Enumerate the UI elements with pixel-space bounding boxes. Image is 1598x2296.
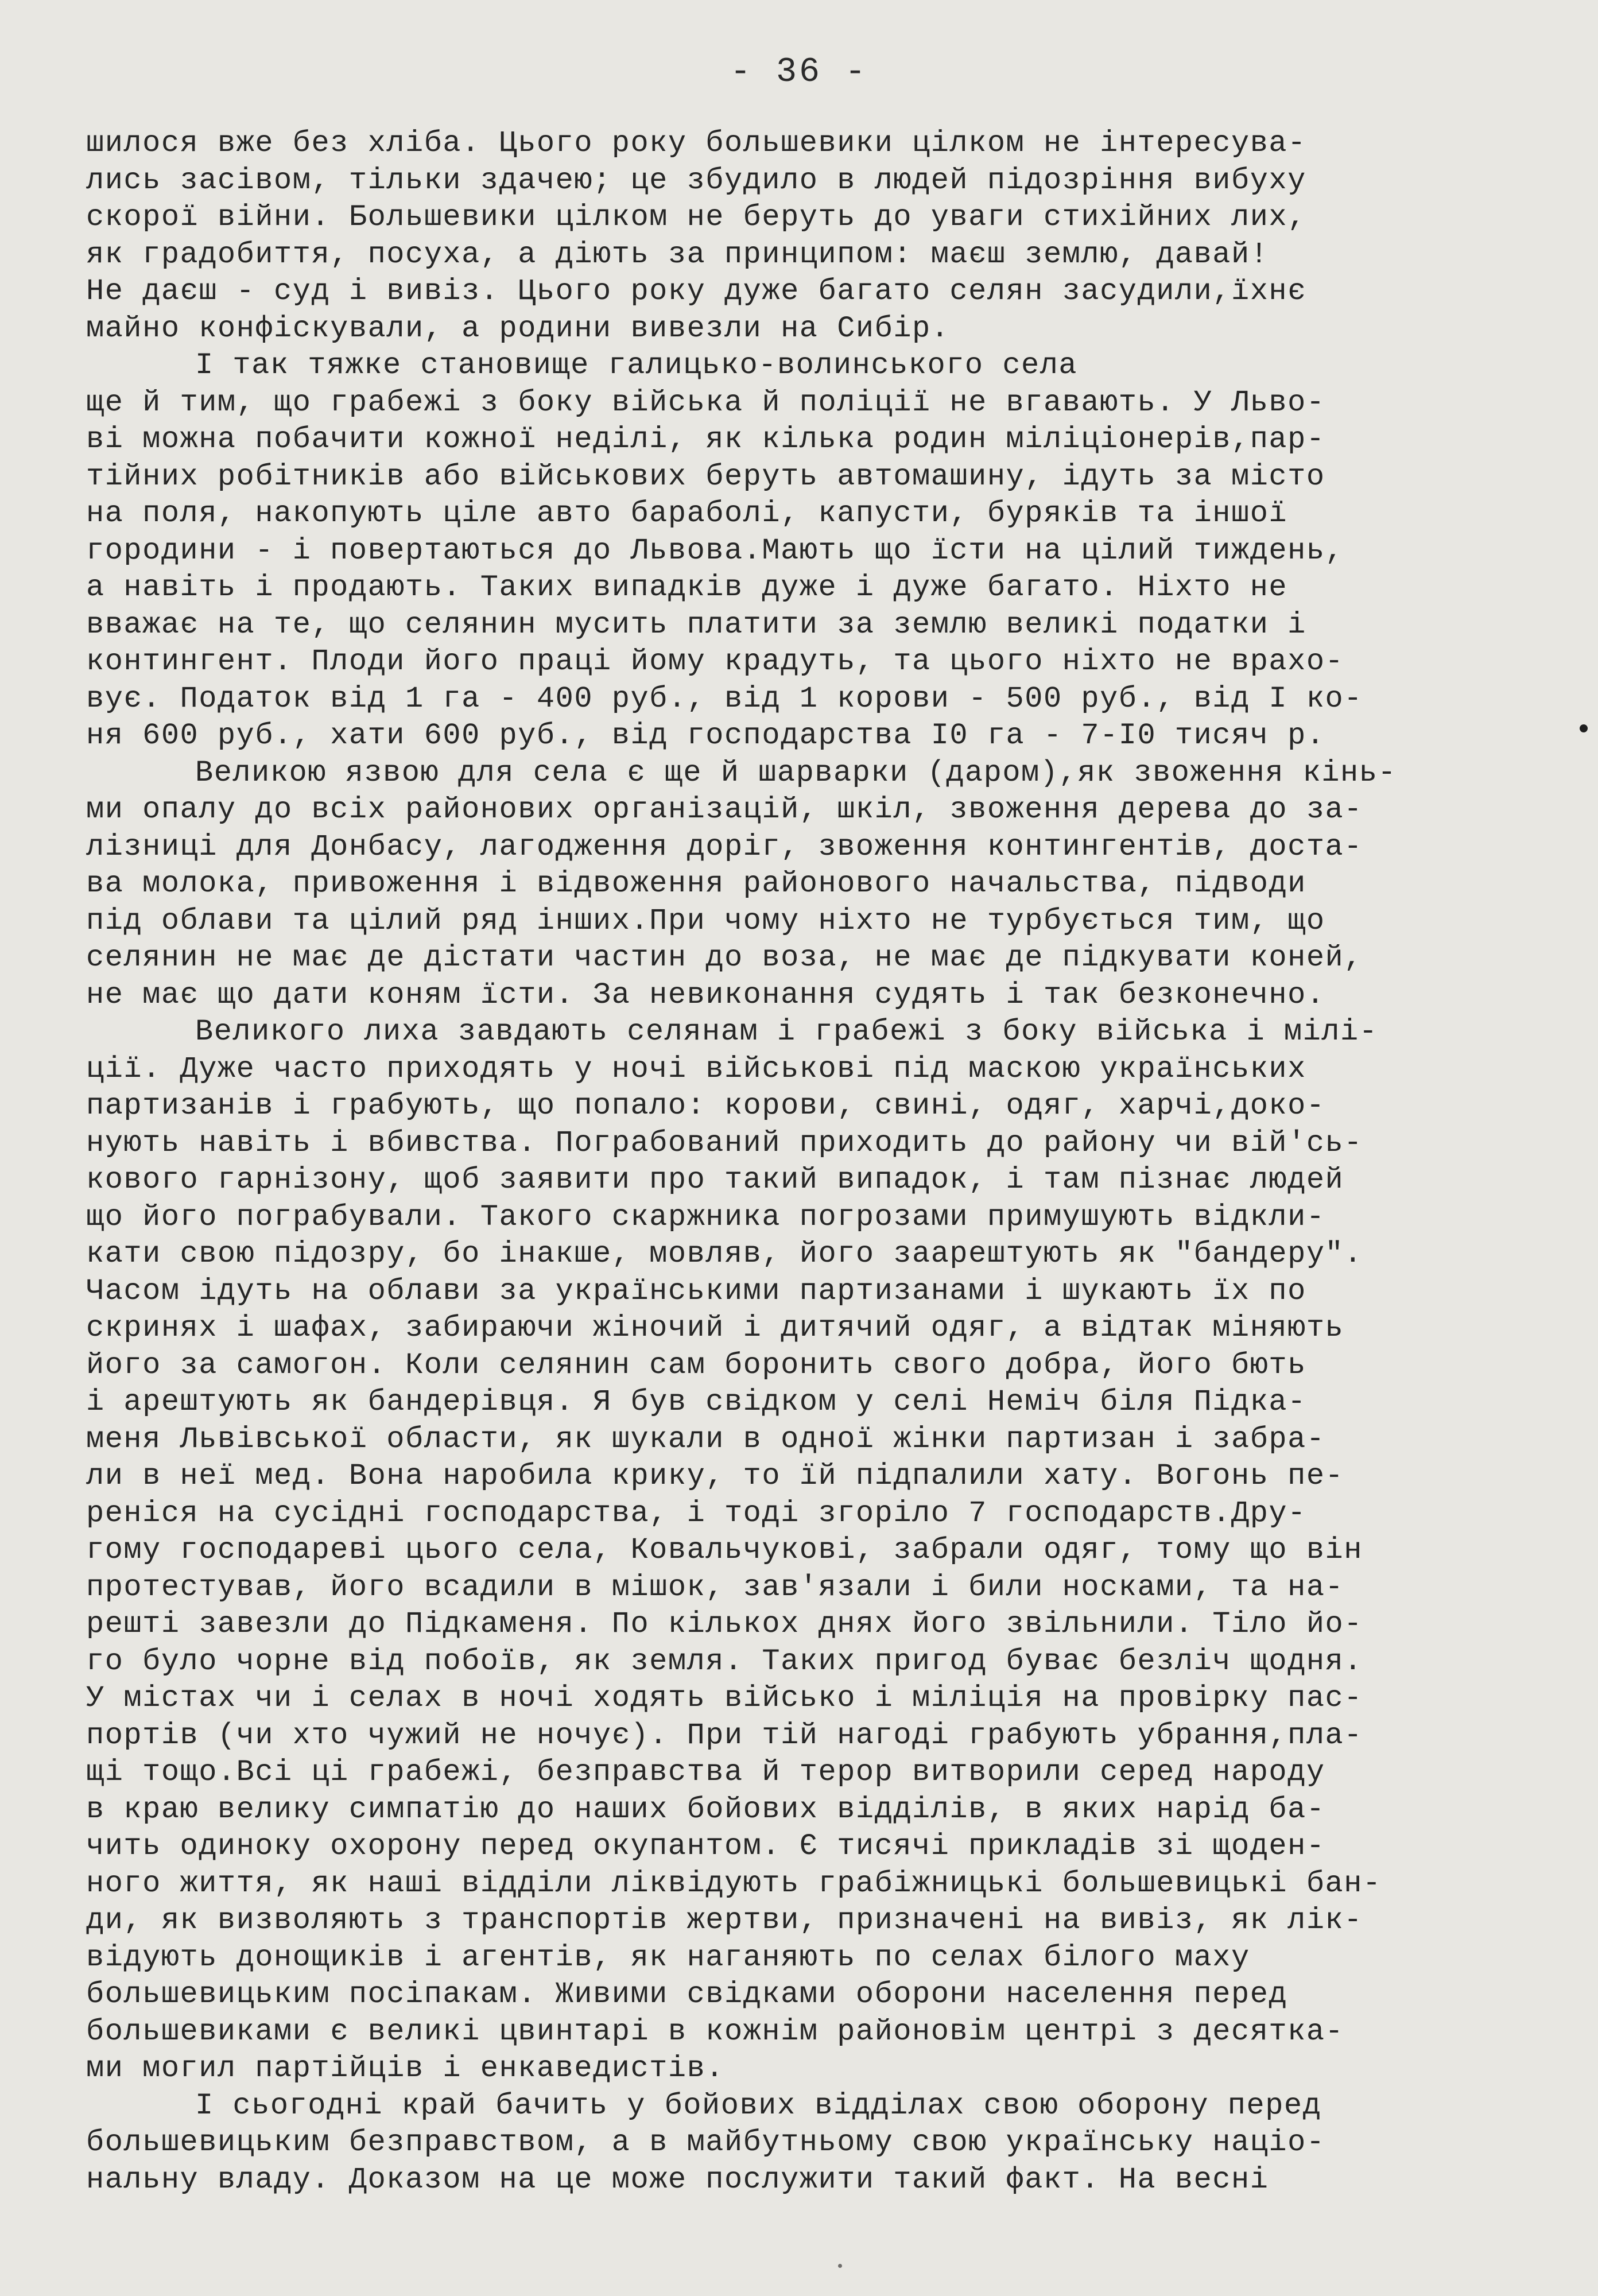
text-line: тійних робітників або військових беруть автомашину, ідуть за місто (86, 459, 1325, 494)
text-line: нальну владу. Доказом на це може послужити такий факт. На весні (86, 2162, 1269, 2197)
paragraph-start-line: Великою язвою для села є ще й шарварки (даром),як звоження кінь- (195, 755, 1397, 790)
text-line: шилося вже без хліба. Цього року большевики цілком не інтересува- (86, 126, 1306, 160)
text-line: большевиками є великі цвинтарі в кожнім районовім центрі з десятка- (86, 2014, 1344, 2049)
text-line: в краю велику симпатію до наших бойових відділів, в яких нарід ба- (86, 1792, 1325, 1826)
text-line: ві можна побачити кожної неділі, як кілька родин міліціонерів,пар- (86, 422, 1325, 456)
text-line: скорої війни. Большевики цілком не беруть до уваги стихійних лих, (86, 200, 1306, 234)
text-line: а навіть і продають. Таких випадків дуже і дуже багато. Ніхто не (86, 571, 1288, 604)
text-line: майно конфіскували, а родини вивезли на Сибір. (86, 311, 950, 346)
text-line: під облави та цілий ряд інших.При чому ніхто не турбується тим, що (86, 903, 1325, 938)
text-line: реніся на сусідні господарства, і тоді згоріло 7 господарств.Дру- (86, 1496, 1306, 1530)
text-line: Часом ідуть на облави за українськими партизанами і шукають їх по (86, 1274, 1306, 1308)
paragraph-start-line: І сьогодні край бачить у бойових відділах свою оборону перед (195, 2088, 1322, 2123)
text-line: вує. Податок від 1 га - 400 руб., від 1 корови - 500 руб., від І ко- (86, 681, 1363, 716)
text-line: селянин не має де дістати частин до воза, не має де підкувати коней, (86, 941, 1363, 975)
text-line: ми могил партійців і енкаведистів. (86, 2051, 724, 2085)
text-line: скринях і шафах, забираючи жіночий і дитячий одяг, а відтак міняють (86, 1311, 1344, 1345)
text-line: ного життя, як наші відділи ліквідують грабіжницькі большевицькі бан- (86, 1866, 1382, 1901)
text-line: щі тощо.Всі ці грабежі, безправства й терор витворили серед народу (86, 1755, 1325, 1789)
text-line: решті завезли до Підкаменя. По кількох днях його звільнили. Тіло йо- (86, 1607, 1363, 1641)
text-line: на поля, накопують ціле авто бараболі, капусти, буряків та іншої (86, 497, 1288, 530)
text-line: большевицьким безправством, а в майбутньому свою українську націо- (86, 2126, 1325, 2159)
ink-speck-mark (838, 2264, 842, 2268)
text-line: У містах чи і селах в ночі ходять військо і міліція на провірку пас- (86, 1681, 1363, 1715)
text-line: партизанів і грабують, що попало: корови, свині, одяг, харчі,докo- (86, 1089, 1325, 1123)
text-line: городини - і повертаються до Львова.Мають що їсти на цілий тиждень, (86, 533, 1344, 568)
text-line: ли в неї мед. Вона наробила крику, то їй підпалили хату. Вогонь пе- (86, 1459, 1344, 1493)
text-line: кового гарнізону, щоб заявити про такий випадок, і там пізнає людей (86, 1163, 1344, 1197)
text-line: ва молока, привоження і відвоження районового начальства, підводи (86, 867, 1306, 901)
text-line: го було чорне від побоїв, як земля. Таких пригод буває безліч щодня. (86, 1644, 1363, 1678)
text-line: нують навіть і вбивства. Пограбований приходить до району чи вій'сь- (86, 1126, 1363, 1160)
text-line: ми опалу до всіх районових організацій, шкіл, звоження дерева до за- (86, 793, 1363, 827)
text-line: як градобиття, посуха, а діють за принципом: маєш землю, давай! (86, 237, 1269, 272)
page-number: - 36 - (730, 53, 868, 92)
text-line: портів (чи хто чужий не ночує). При тій нагоді грабують убрання,пла- (86, 1718, 1363, 1752)
text-line: протестував, його всадили в мішок, зав'язали і били носками, та на- (86, 1570, 1344, 1604)
text-line: вважає на те, що селянин мусить платити за землю великі податки і (86, 607, 1306, 642)
text-line: ня 600 руб., хати 600 руб., від господарства І0 га - 7-І0 тисяч р. (86, 719, 1325, 753)
paragraph-start-line: І так тяжке становище галицько-волинського села (195, 348, 1078, 382)
text-body (86, 125, 1556, 2198)
text-line: що його пограбували. Такого скаржника погрозами примушують відкли- (86, 1200, 1325, 1234)
text-line: меня Львівської области, як шукали в одної жінки партизан і забра- (86, 1422, 1325, 1456)
text-line: контингент. Плоди його праці йому крадуть, та цього ніхто не врахо- (86, 645, 1344, 678)
text-line: відують донощиків і агентів, як наганяють по селах білого маху (86, 1940, 1250, 1975)
text-line: чить одиноку охорону перед окупантом. Є тисячі прикладів зі щоден- (86, 1829, 1325, 1863)
text-line: кати свою підозру, бо інакше, мовляв, його заарештують як "бандеру". (86, 1237, 1363, 1271)
text-line: гому господареві цього села, Ковальчукові, забрали одяг, тому що він (86, 1533, 1363, 1567)
text-line: лізниці для Донбасу, лагодження доріг, звоження контингентів, доста- (86, 829, 1363, 864)
text-line: ди, як визволяють з транспортів жертви, призначені на вивіз, як лік- (86, 1903, 1363, 1937)
text-line: і арештують як бандерівця. Я був свідком у селі Неміч біля Підка- (86, 1385, 1306, 1419)
paragraph-start-line: Великого лиха завдають селянам і грабежі з боку війська і мілі- (195, 1015, 1378, 1049)
text-line: ції. Дуже часто приходять у ночі військові під маскою українських (86, 1052, 1306, 1086)
text-line: Не даєш - суд і вивіз. Цього року дуже багато селян засудили,їхнє (86, 274, 1306, 308)
text-line: не має що дати коням їсти. За невиконання судять і так безконечно. (86, 978, 1325, 1012)
ink-dot-mark (1580, 724, 1588, 732)
text-line: большевицьким посіпакам. Живими свідками оборони населення перед (86, 1977, 1288, 2011)
text-line: лись засівом, тільки здачею; це збудило в людей підозріння вибуху (86, 163, 1306, 197)
text-line: його за самогон. Коли селянин сам боронить свого добра, його бють (86, 1348, 1306, 1382)
text-line: ще й тим, що грабежі з боку війська й поліції не вгавають. У Льво- (86, 385, 1325, 420)
